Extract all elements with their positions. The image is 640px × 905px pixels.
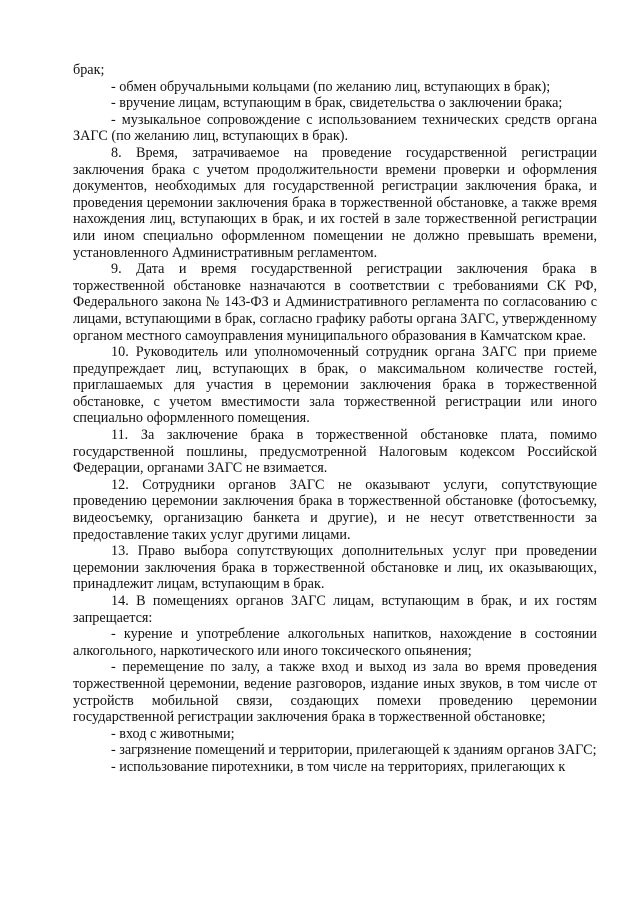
document-page xyxy=(73,62,597,776)
list-item-music: - музыкальное сопровождение с использованием технических средств органа ЗАГС (по желанию лиц, вступающих в брак). xyxy=(73,111,597,145)
list-item-movement-noise: - перемещение по залу, а также вход и выход из зала во время проведения торжественной церемонии, ведение разговоров, издание иных звуков, в том числе от устройств мобильной связи, создающих помехи проведению церемонии государственной регистрации заключения брака в торжественной обстановке; xyxy=(73,659,597,726)
clause-14: 14. В помещениях органов ЗАГС лицам, вступающим в брак, и их гостям запрещается: xyxy=(73,593,597,626)
list-item-smoking-alcohol: - курение и употребление алкогольных напитков, нахождение в состоянии алкогольного, наркотического или иного токсического опьянения; xyxy=(73,626,597,659)
list-item-littering: - загрязнение помещений и территории, прилегающей к зданиям органов ЗАГС; xyxy=(111,742,597,759)
clause-12: 12. Сотрудники органов ЗАГС не оказывают услуги, сопутствующие проведению церемонии заключения брака в торжественной обстановке (фотосъемку, видеосъемку, организацию банкета и другие), и не несут ответственности за предоставление таких услуг другими лицами. xyxy=(73,476,597,543)
paragraph-continuation: брак; xyxy=(73,62,105,78)
list-item-rings-exchange: - обмен обручальными кольцами (по желанию лиц, вступающих в брак); xyxy=(111,78,551,95)
list-item-pyrotechnics: - использование пиротехники, в том числе на территориях, прилегающих к xyxy=(111,758,566,775)
clause-9: 9. Дата и время государственной регистрации заключения брака в торжественной обстановке назначаются в соответствии с требованиями СК РФ, Федерального закона № 143-ФЗ и Административного регламента по согласованию с лицами, вступающими в брак, согласно графику работы органа ЗАГС, утвержденному органом местного самоуправления муниципального образования в Камчатском крае. xyxy=(73,261,597,344)
clause-8: 8. Время, затрачиваемое на проведение государственной регистрации заключения брака с учетом продолжительности времени проверки и оформления документов, необходимых для государственной регистрации заключения брака, и проведения церемонии заключения брака в торжественной обстановке, а также время нахождения лиц, вступающих в брак, и их гостей в зале торжественной регистрации или ином специально оформленном помещении не должно превышать времени, установленного Административным регламентом. xyxy=(73,144,597,261)
list-item-certificate-handover: - вручение лицам, вступающим в брак, свидетельства о заключении брака; xyxy=(111,95,563,112)
clause-10: 10. Руководитель или уполномоченный сотрудник органа ЗАГС при приеме предупреждает лиц, вступающих в брак, о максимальном количестве гостей, приглашаемых для участия в церемонии заключения брака в торжественной обстановке, с учетом вместимости зала торжественной регистрации или иного специально оформленного помещения. xyxy=(73,344,597,427)
clause-11: 11. За заключение брака в торжественной обстановке плата, помимо государственной пошлины, предусмотренной Налоговым кодексом Российской Федерации, органами ЗАГС не взимается. xyxy=(73,427,597,477)
list-item-animals: - вход с животными; xyxy=(111,725,235,742)
clause-13: 13. Право выбора сопутствующих дополнительных услуг при проведении церемонии заключения брака в торжественной обстановке и лиц, их оказывающих, принадлежит лицам, вступающим в брак. xyxy=(73,543,597,593)
